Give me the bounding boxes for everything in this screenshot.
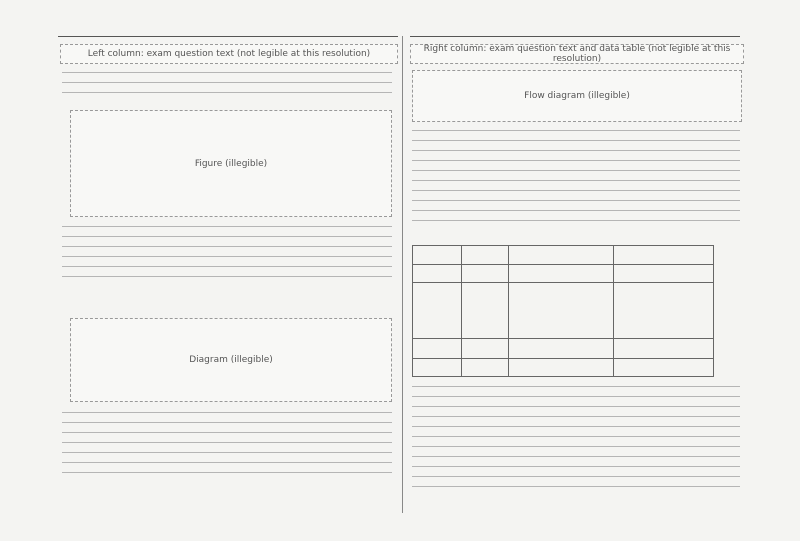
left-figure-2: Diagram (illegible)	[70, 318, 392, 402]
right-text-lines-2	[412, 386, 740, 496]
right-text-lines	[412, 130, 740, 230]
left-column-notice: Left column: exam question text (not legible at this resolution)	[60, 44, 398, 64]
header-rule-right	[410, 36, 740, 37]
right-data-table	[412, 245, 714, 377]
column-divider	[402, 36, 403, 513]
left-text-lines-3	[62, 412, 392, 482]
left-text-lines-2	[62, 226, 392, 286]
header-rule-left	[58, 36, 398, 37]
right-column-notice: Right column: exam question text and data table (not legible at this resolution)	[410, 44, 744, 64]
left-figure-1: Figure (illegible)	[70, 110, 392, 217]
right-figure-1: Flow diagram (illegible)	[412, 70, 742, 122]
left-text-lines	[62, 72, 392, 102]
